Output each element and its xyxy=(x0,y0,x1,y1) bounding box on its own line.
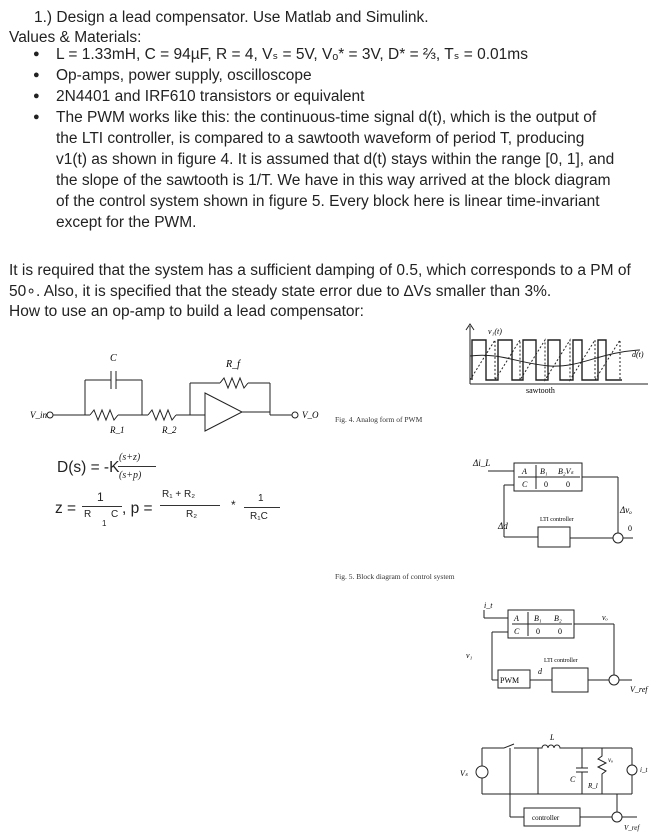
zero-lhs: z = xyxy=(55,500,77,517)
matrix-zero: 0 xyxy=(544,480,548,489)
vin-label: V_in xyxy=(30,410,47,420)
transfer-function-denominator: (s+p) xyxy=(119,470,142,481)
lead-compensator-circuit xyxy=(30,345,320,445)
vo-label: vₒ xyxy=(602,613,608,622)
pole2-denominator: R₁C xyxy=(250,511,268,522)
vref-label: V_ref xyxy=(630,685,648,694)
it-label: i_t xyxy=(640,766,648,774)
zero-den-r-sub: 1 xyxy=(102,519,107,528)
figure5-converter-schematic xyxy=(452,730,657,835)
vo-label: V_O xyxy=(302,410,319,420)
pole-denominator: R₂ xyxy=(186,509,198,520)
pole-lhs: , p = xyxy=(122,500,153,517)
materials-list xyxy=(0,44,640,233)
figure5-small-signal-diagram xyxy=(468,453,660,553)
multiply-sign: * xyxy=(231,498,236,512)
transfer-function-numerator: (s+z) xyxy=(119,452,141,463)
delta-d-label: Δd xyxy=(498,521,508,531)
d-label: d(t) xyxy=(632,350,644,359)
inductor-label: L xyxy=(550,733,555,742)
matrix-a: A xyxy=(514,614,519,623)
list-item: ● L = 1.33mH, C = 94µF, R = 4, Vₛ = 5V, Vₒ* = 3V, D* = ⅔, Tₛ = 0.01ms xyxy=(0,44,640,65)
figure5-pwm-diagram xyxy=(452,600,657,700)
lti-controller-label: LTI controller xyxy=(540,517,574,523)
vo-label: vₒ xyxy=(608,756,614,764)
d-label: d xyxy=(538,667,542,676)
fraction-bar xyxy=(160,505,220,506)
matrix-zero: 0 xyxy=(566,480,570,489)
r1-label: R_1 xyxy=(110,425,125,435)
vref-label: V_ref xyxy=(624,824,640,832)
figure5-caption: Fig. 5. Block diagram of control system xyxy=(335,572,455,581)
transfer-function-lhs: D(s) = -K xyxy=(57,459,120,476)
matrix-c: C xyxy=(522,480,528,489)
zero-numerator: 1 xyxy=(97,490,104,504)
vs-label: Vₛ xyxy=(460,769,468,778)
sawtooth-label: sawtooth xyxy=(526,386,555,395)
delta-vo-label: Δvₒ xyxy=(620,505,632,515)
matrix-b2: B₂ xyxy=(554,614,562,623)
figure4-pwm-plot xyxy=(460,322,655,397)
matrix-zero: 0 xyxy=(558,627,562,636)
rf-label: R_f xyxy=(226,359,240,370)
list-item: ● The PWM works like this: the continuous-time signal d(t), which is the output of the LTI controller, is compared to a sawtooth waveform of period T, producing v1(t) as shown in figure 4. It is assumed that d(t) stays within the range [0, 1], and the slope of the sawtooth is 1/T. We have in this way arrived at the block diagram of the control system shown in figure 5. Every block here is linear time-invariant except for the PWM. xyxy=(0,107,616,233)
matrix-b2vs: B₂Vₛ xyxy=(558,467,574,476)
controller-label: controller xyxy=(532,814,560,822)
question-text: How to use an op-amp to build a lead compensator: xyxy=(9,303,364,320)
matrix-a: A xyxy=(522,467,527,476)
rl-label: R_l xyxy=(588,782,598,790)
matrix-zero: 0 xyxy=(536,627,540,636)
r2-label: R_2 xyxy=(162,425,177,435)
capacitor-label: C xyxy=(110,353,117,364)
requirement-paragraph: It is required that the system has a sufficient damping of 0.5, which corresponds to a PM of 50∘. Also, it is specified that the steady state error due to ∆Vs smaller than 3%. xyxy=(9,262,631,300)
lti-controller-label: LTI controller xyxy=(544,658,578,664)
fraction-bar xyxy=(118,466,156,467)
zero-den-r: R xyxy=(84,509,92,520)
figure4-caption: Fig. 4. Analog form of PWM xyxy=(335,415,423,424)
matrix-c: C xyxy=(514,627,520,636)
it-label: i_t xyxy=(484,601,493,610)
list-item: ● Op-amps, power supply, oscilloscope xyxy=(0,65,640,86)
pwm-label: PWM xyxy=(500,676,520,685)
capacitor-label: C xyxy=(570,775,576,784)
matrix-b1: B₁ xyxy=(540,467,548,476)
delta-il-label: Δi_L xyxy=(473,458,491,468)
values-heading: Values & Materials: xyxy=(9,29,142,46)
matrix-b1: B₁ xyxy=(534,614,542,623)
v1-label: v₁ xyxy=(466,651,473,660)
v1-label: v₁(t) xyxy=(488,327,502,336)
zero-ref-label: 0 xyxy=(628,524,632,533)
zero-den-c: C xyxy=(111,509,119,520)
pole2-numerator: 1 xyxy=(258,493,264,504)
fraction-bar xyxy=(244,507,280,508)
assignment-heading: 1.) Design a lead compensator. Use Matlab and Simulink. xyxy=(34,9,429,26)
fraction-bar xyxy=(82,506,122,507)
pole-numerator: R₁ + R₂ xyxy=(162,489,196,500)
list-item: ● 2N4401 and IRF610 transistors or equivalent xyxy=(0,86,640,107)
